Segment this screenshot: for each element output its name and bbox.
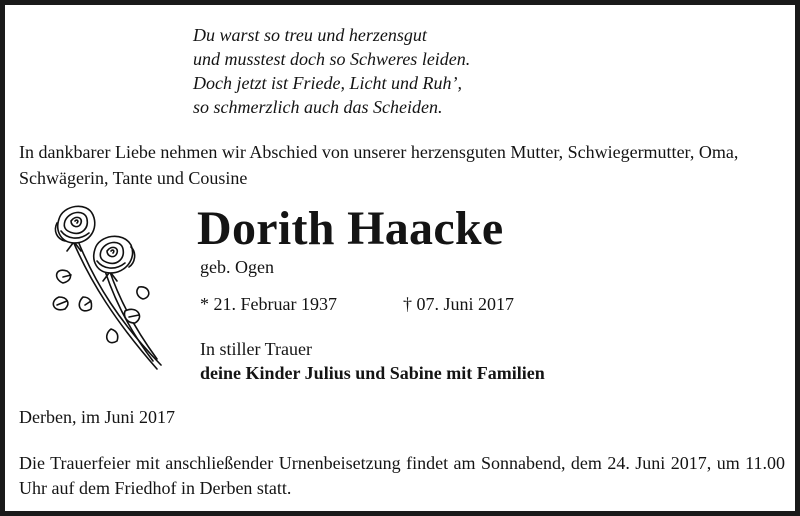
poem — [193, 23, 470, 119]
funeral-notice: Die Trauerfeier mit anschließender Urnenbeisetzung findet am Sonnabend, dem 24. Juni 2017, um 11.00 Uhr auf dem Friedhof in Derben statt. — [19, 453, 785, 498]
birth-date: * 21. Februar 1937 — [200, 294, 337, 314]
poem-line-2: und musstest doch so Schweres leiden. — [193, 49, 471, 69]
mourning-label: In stiller Trauer — [200, 339, 312, 359]
roses-icon — [45, 201, 175, 381]
poem-line-3: Doch jetzt ist Friede, Licht und Ruh’, — [193, 73, 462, 93]
poem-line-1: Du warst so treu und herzensgut — [193, 25, 427, 45]
deceased-name: Dorith Haacke — [197, 202, 504, 255]
maiden-name: geb. Ogen — [200, 257, 274, 277]
mourners-names: deine Kinder Julius und Sabine mit Familien — [200, 363, 545, 383]
place-date: Derben, im Juni 2017 — [19, 407, 175, 427]
intro-text: In dankbarer Liebe nehmen wir Abschied von unserer herzensguten Mutter, Schwiegermutter, Oma, Schwägerin, Tante und Cousine — [19, 142, 739, 188]
death-date: † 07. Juni 2017 — [403, 294, 515, 314]
poem-line-4: so schmerzlich auch das Scheiden. — [193, 97, 443, 117]
